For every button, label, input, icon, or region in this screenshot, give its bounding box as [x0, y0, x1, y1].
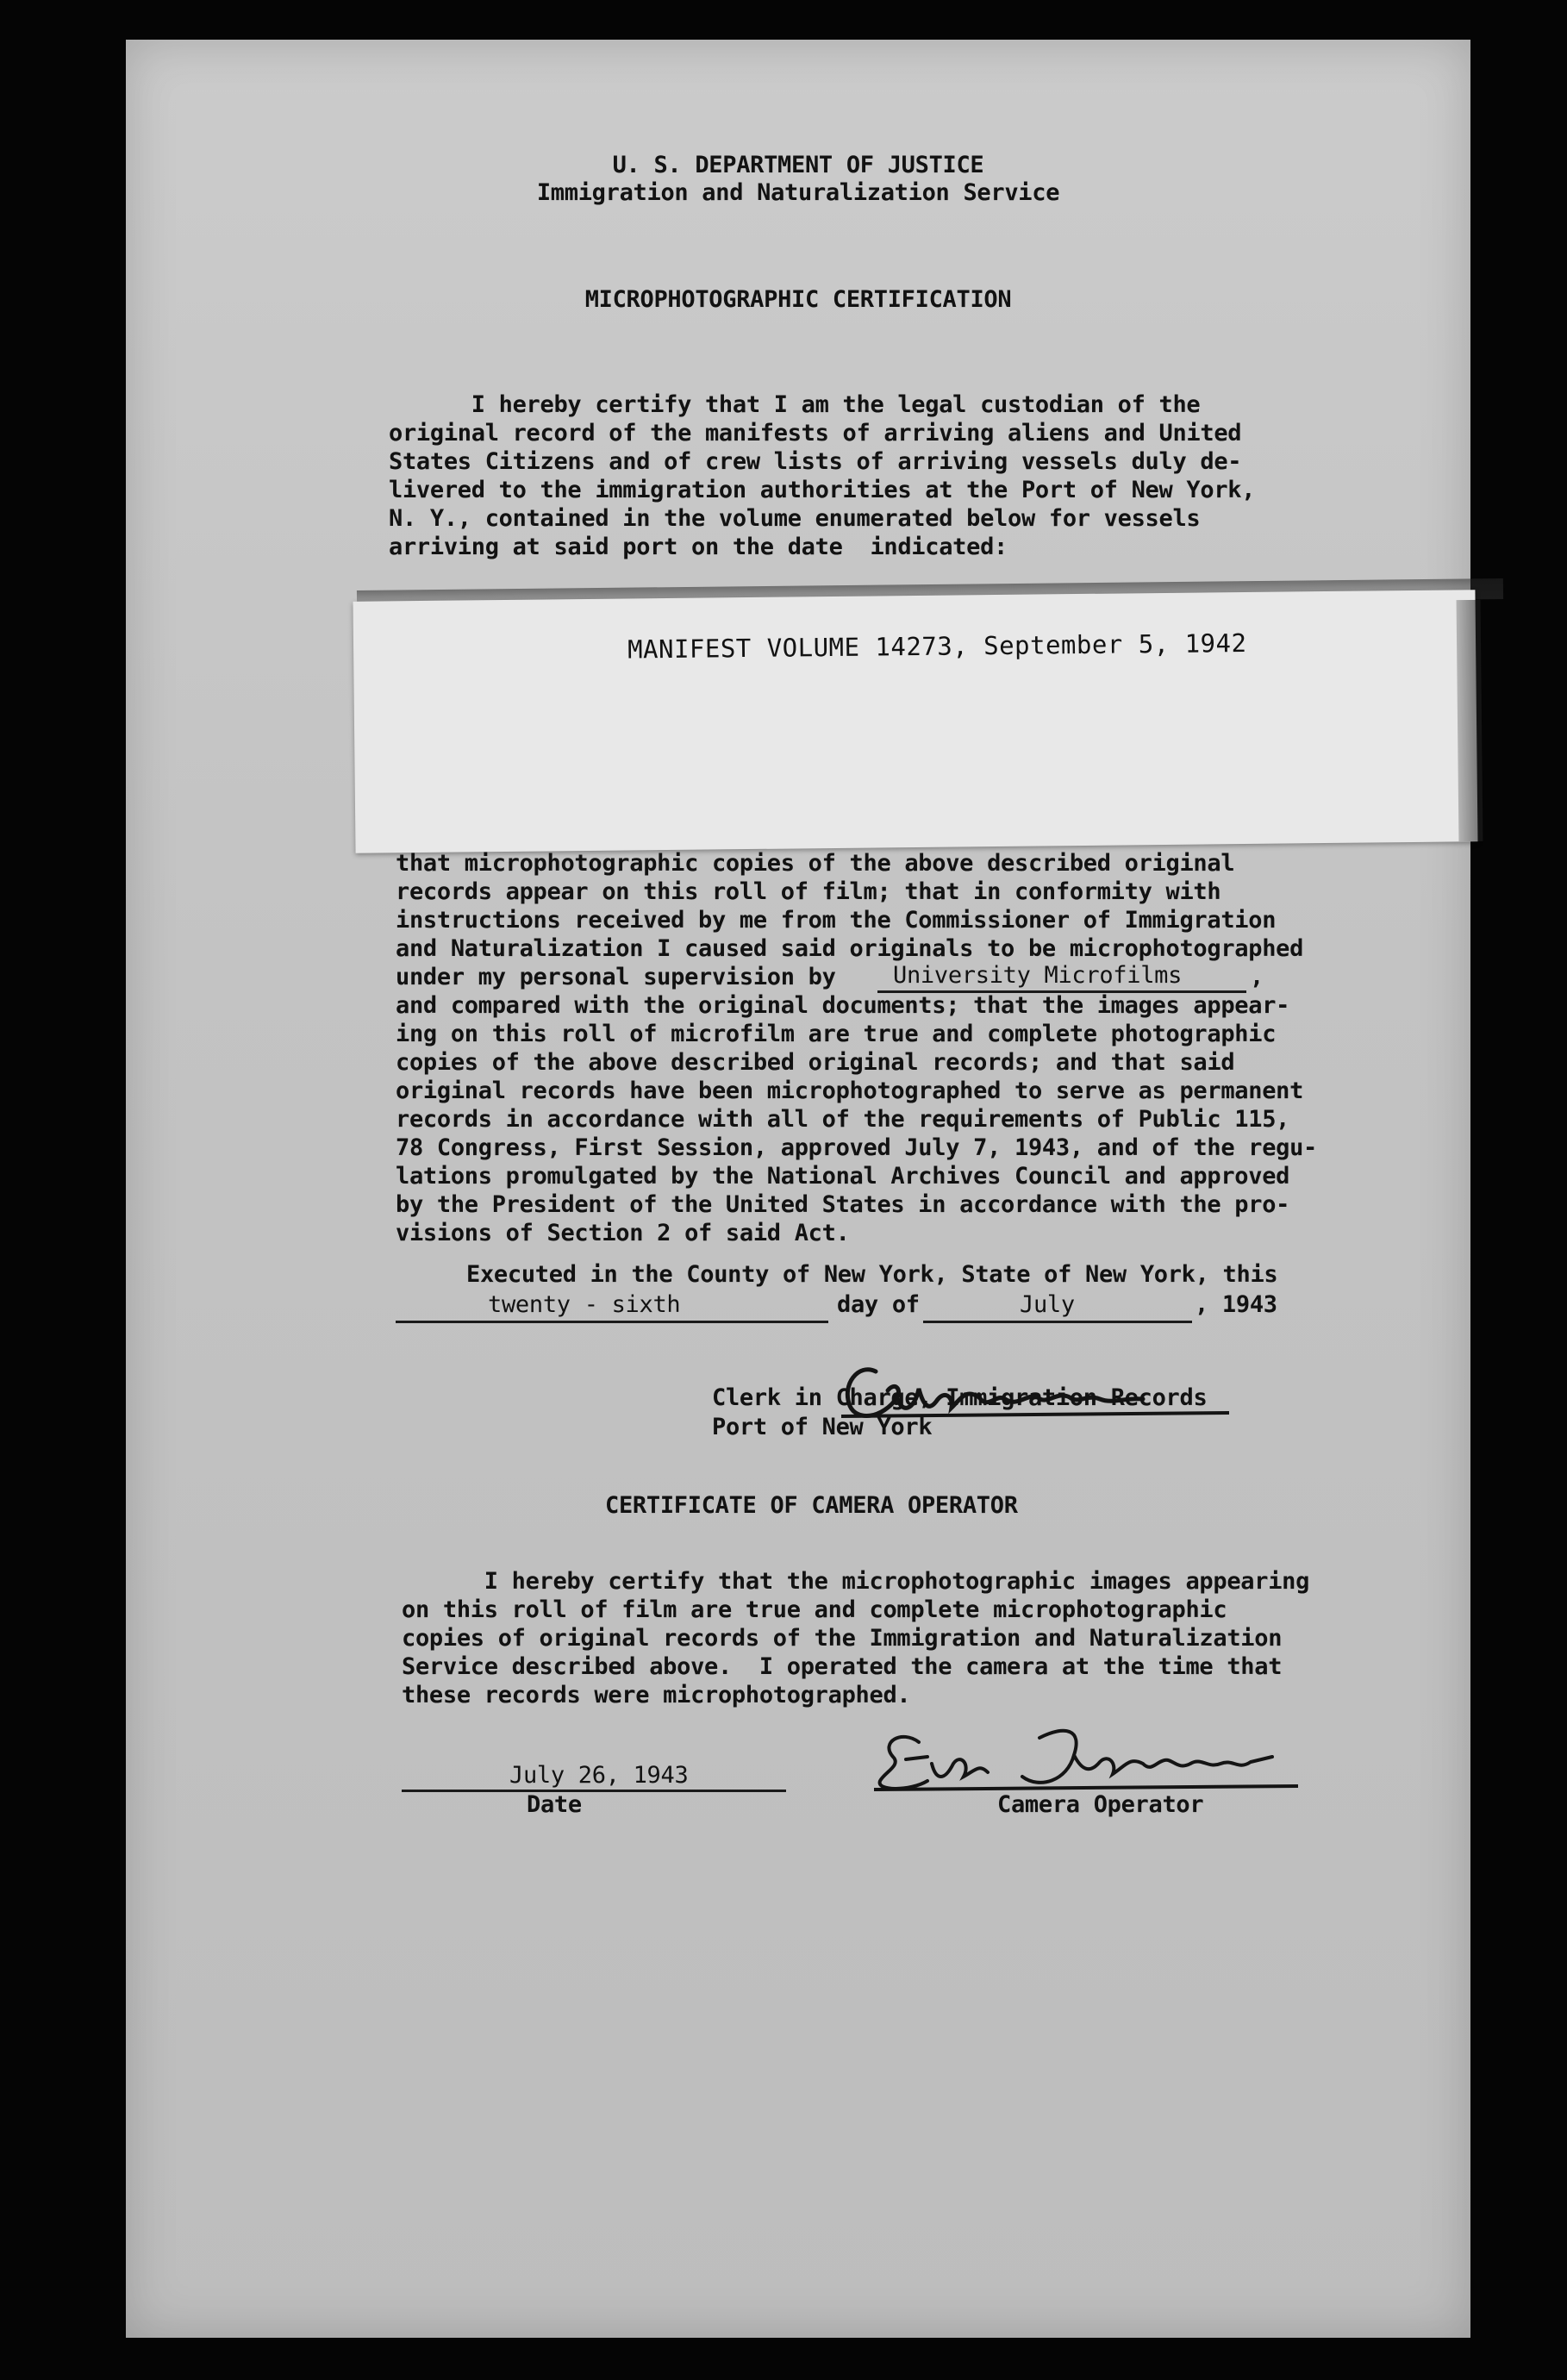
date-underline	[402, 1790, 786, 1792]
operator-date-label: Date	[527, 1791, 582, 1818]
para2-line: original records have been microphotographed to serve as permanent	[396, 1078, 1304, 1104]
camera-operator-label: Camera Operator	[997, 1791, 1204, 1818]
executed-line: Executed in the County of New York, State of New York, this	[466, 1261, 1278, 1288]
service-heading: Immigration and Naturalization Service	[536, 179, 1060, 206]
day-of-label: day of	[837, 1291, 920, 1318]
executed-year: , 1943	[1195, 1291, 1277, 1318]
para2-line: lations promulgated by the National Archives Council and approved	[396, 1163, 1290, 1190]
camera-line: on this roll of film are true and complete microphotographic	[402, 1596, 1227, 1623]
camera-line: Service described above. I operated the camera at the time that	[402, 1653, 1283, 1680]
clerk-title: Clerk in Charge, Immigration Records	[712, 1384, 1208, 1411]
para2-line: copies of the above described original records; and that said	[396, 1049, 1235, 1076]
supervisor-name: University Microfilms	[893, 962, 1183, 989]
para2-line: and Naturalization I caused said originals to be microphotographed	[396, 935, 1304, 962]
para1-line: livered to the immigration authorities at the Port of New York,	[389, 477, 1256, 503]
para1-line: arriving at said port on the date indicated:	[389, 534, 1008, 560]
para2-line: records appear on this roll of film; that in conformity with	[396, 878, 1221, 905]
camera-line: copies of original records of the Immigration and Naturalization	[402, 1625, 1283, 1652]
clerk-place: Port of New York	[712, 1414, 933, 1440]
para1-line: I hereby certify that I am the legal custodian of the	[389, 391, 1201, 418]
operator-date-value: July 26, 1943	[509, 1762, 689, 1789]
para1-line: original record of the manifests of arriving aliens and United	[389, 420, 1242, 447]
para2-line: by the President of the United States in accordance with the pro-	[396, 1191, 1290, 1218]
para2-line: that microphotographic copies of the above described original	[396, 850, 1235, 877]
certificate-page	[126, 40, 1470, 2338]
manifest-strip	[353, 590, 1478, 853]
camera-certificate-title: CERTIFICATE OF CAMERA OPERATOR	[605, 1492, 1018, 1519]
month-underline	[923, 1321, 1192, 1323]
para2-line: visions of Section 2 of said Act.	[396, 1220, 850, 1246]
para2-line: and compared with the original documents; that the images appear-	[396, 992, 1290, 1019]
day-underline	[396, 1321, 828, 1323]
operator-signature	[867, 1703, 1298, 1798]
manifest-volume: MANIFEST VOLUME 14273, September 5, 1942	[627, 628, 1247, 665]
camera-line: I hereby certify that the microphotographic images appearing	[402, 1568, 1310, 1595]
department-heading: U. S. DEPARTMENT OF JUSTICE	[612, 152, 984, 178]
strip-edge-shadow	[1457, 600, 1483, 841]
para2-line: instructions received by me from the Commissioner of Immigration	[396, 907, 1277, 934]
para2-line: ing on this roll of microfilm are true and complete photographic	[396, 1021, 1277, 1047]
supervision-suffix: ,	[1250, 964, 1264, 990]
para1-line: N. Y., contained in the volume enumerated below for vessels	[389, 505, 1201, 532]
para2-line: records in accordance with all of the requirements of Public 115,	[396, 1106, 1290, 1133]
para2-line: 78 Congress, First Session, approved July 7, 1943, and of the regu-	[396, 1134, 1318, 1161]
executed-month: July	[1020, 1291, 1075, 1318]
certification-title: MICROPHOTOGRAPHIC CERTIFICATION	[584, 286, 1012, 313]
camera-line: these records were microphotographed.	[402, 1682, 911, 1708]
executed-day: twenty - sixth	[488, 1291, 681, 1318]
para1-line: States Citizens and of crew lists of arriving vessels duly de-	[389, 448, 1242, 475]
supervision-prefix: under my personal supervision by	[396, 964, 836, 990]
